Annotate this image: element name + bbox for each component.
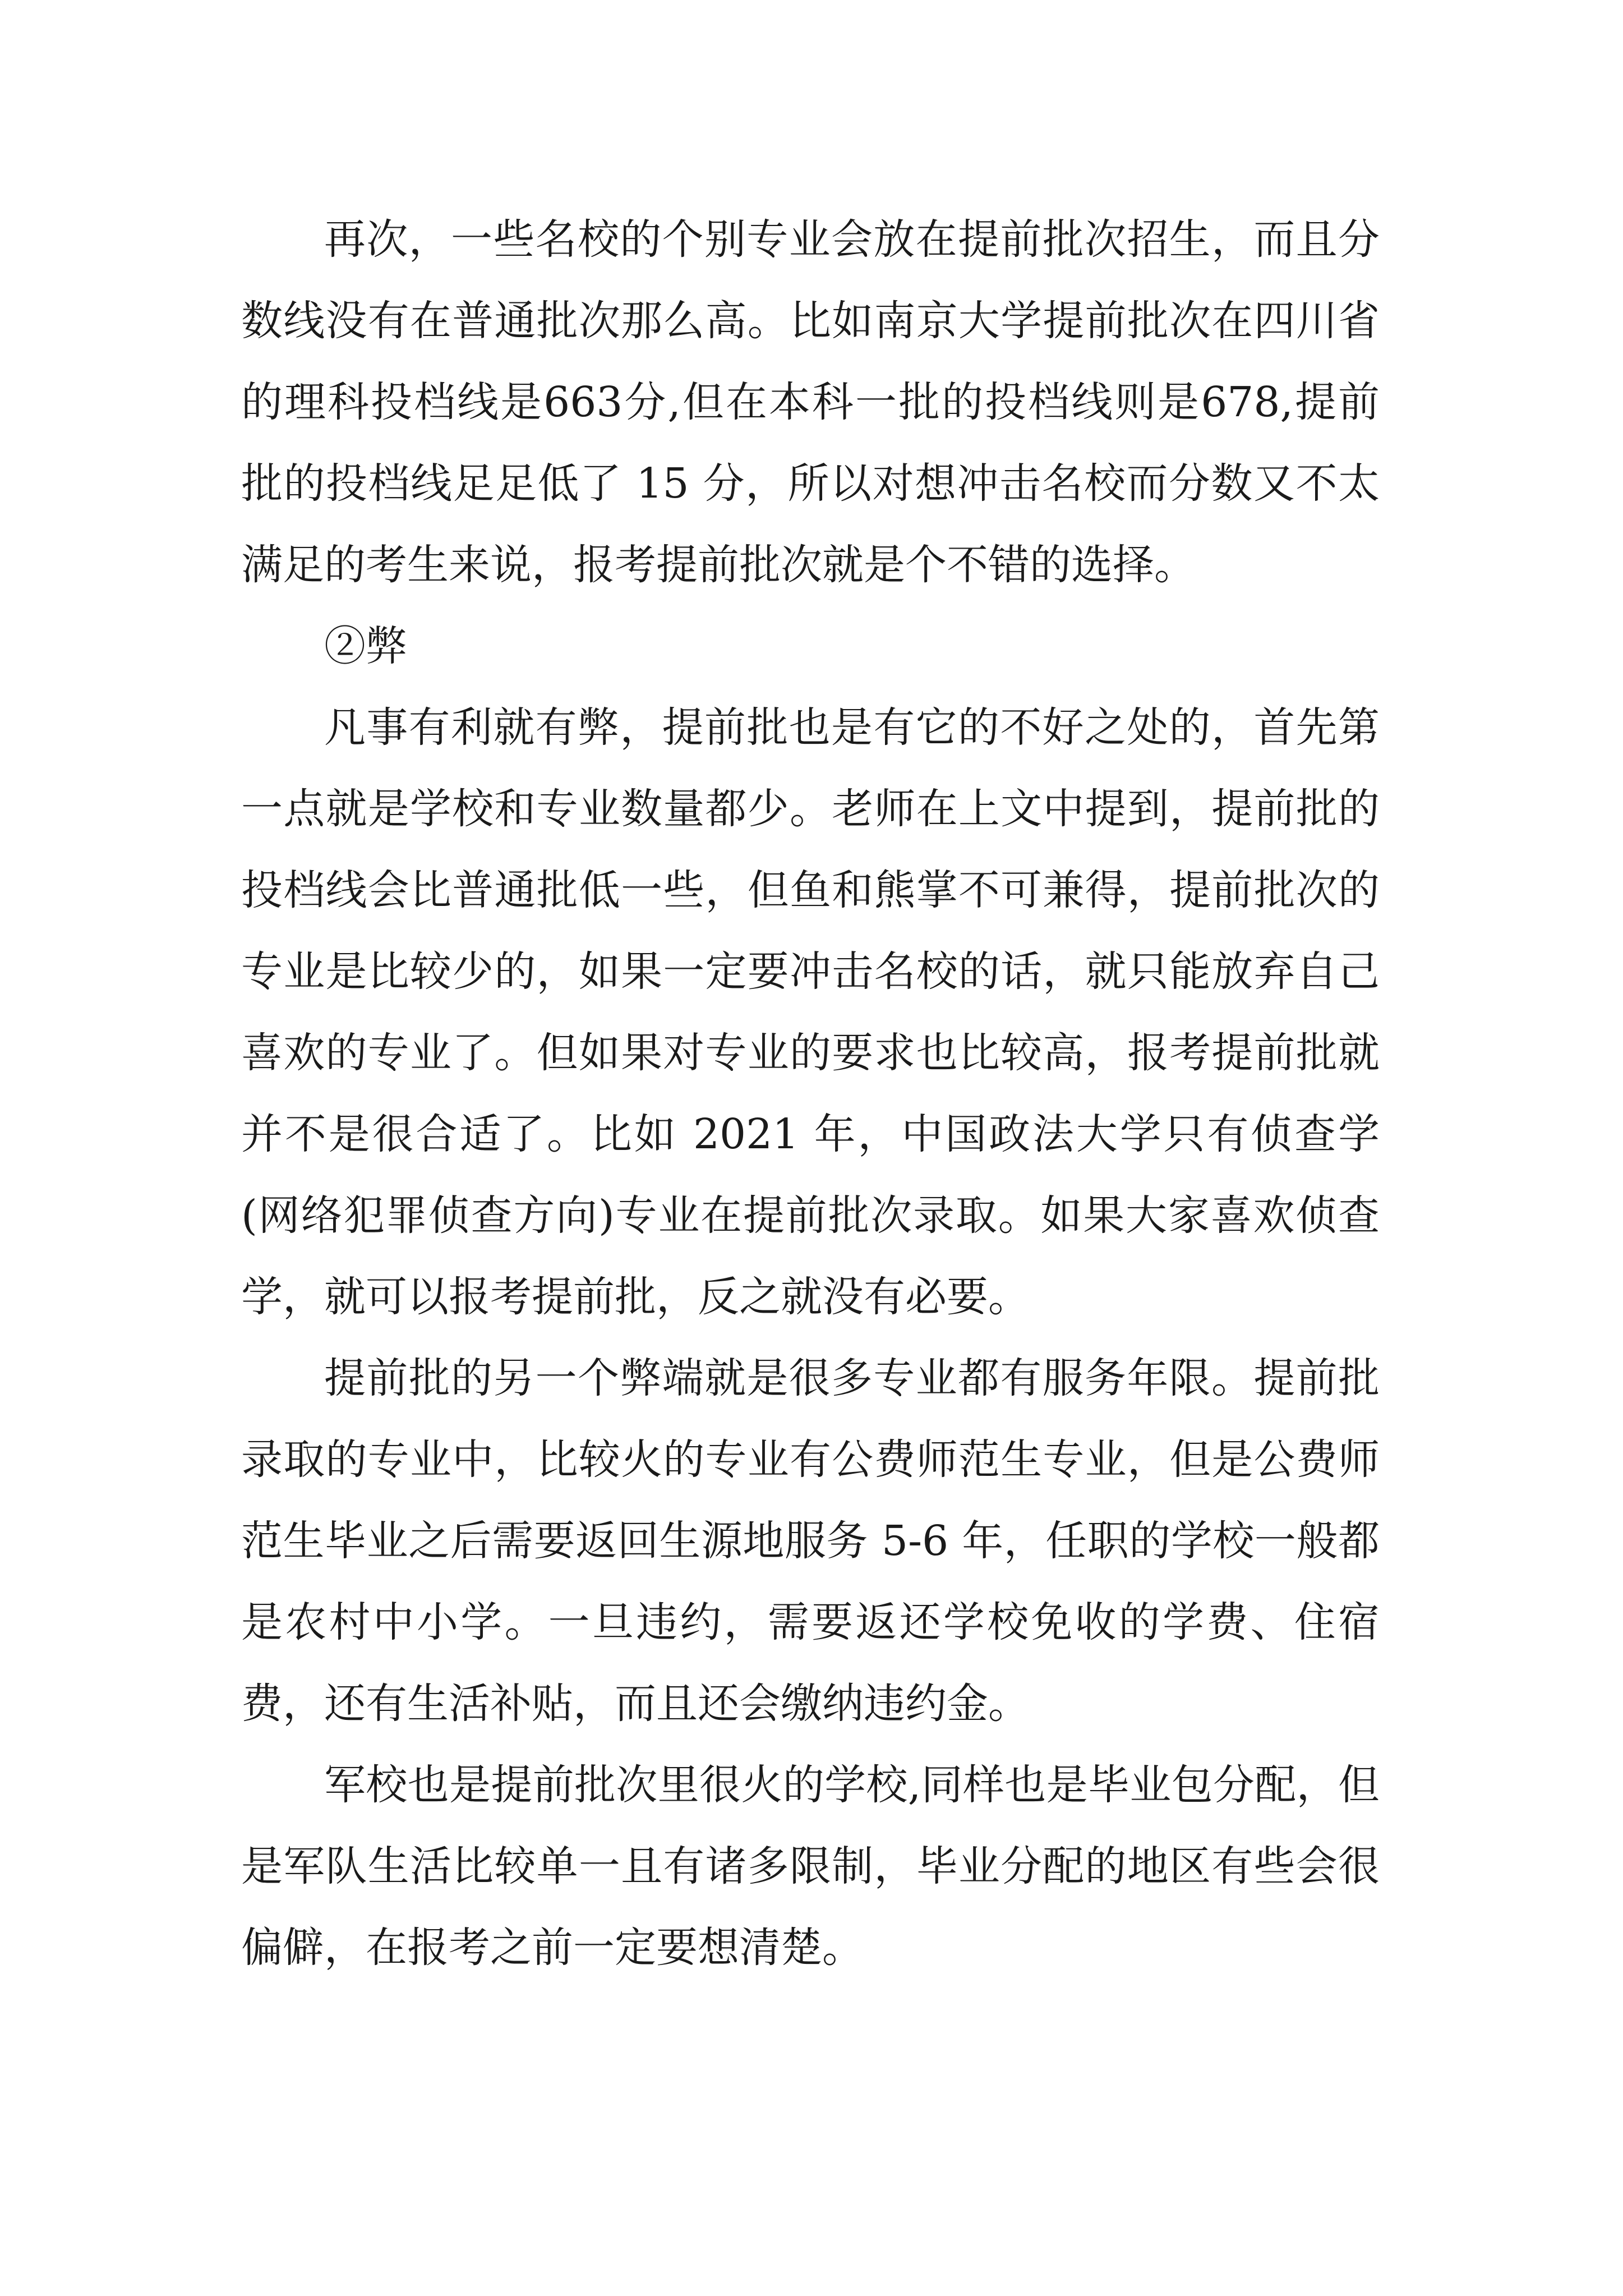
paragraph-service-years: 提前批的另一个弊端就是很多专业都有服务年限。提前批录取的专业中，比较火的专业有公费师范生专业，但是公费师范生毕业之后需要返回生源地服务 5-6 年，任职的学校一般都是农村中小学。一旦违约，需要返还学校免收的学费、住宿费，还有生活补贴，而且还会缴纳违约金。	[241, 1354, 1380, 1728]
body-text	[241, 199, 1380, 1989]
paragraph-military-schools: 军校也是提前批次里很火的学校,同样也是毕业包分配，但是军队生活比较单一且有诸多限制，毕业分配的地区有些会很偏僻，在报考之前一定要想清楚。	[241, 1761, 1380, 1972]
section-heading-disadvantage: ②弊	[324, 622, 407, 670]
paragraph-fewer-majors: 凡事有利就有弊，提前批也是有它的不好之处的，首先第一点就是学校和专业数量都少。老师在上文中提到，提前批的投档线会比普通批低一些，但鱼和熊掌不可兼得，提前批次的专业是比较少的，如果一定要冲击名校的话，就只能放弃自己喜欢的专业了。但如果对专业的要求也比较高，报考提前批就并不是很合适了。比如 2021 年，中国政法大学只有侦查学(网络犯罪侦查方向)专业在提前批次录取。如果大家喜欢侦查学，就可以报考提前批，反之就没有必要。	[241, 703, 1380, 1321]
paragraph-early-batch-advantage: 再次，一些名校的个别专业会放在提前批次招生，而且分数线没有在普通批次那么高。比如南京大学提前批次在四川省的理科投档线是663分,但在本科一批的投档线则是678,提前批的投档线足足低了 15 分，所以对想冲击名校而分数又不太满足的考生来说，报考提前批次就是个不错的选择。	[241, 215, 1380, 589]
